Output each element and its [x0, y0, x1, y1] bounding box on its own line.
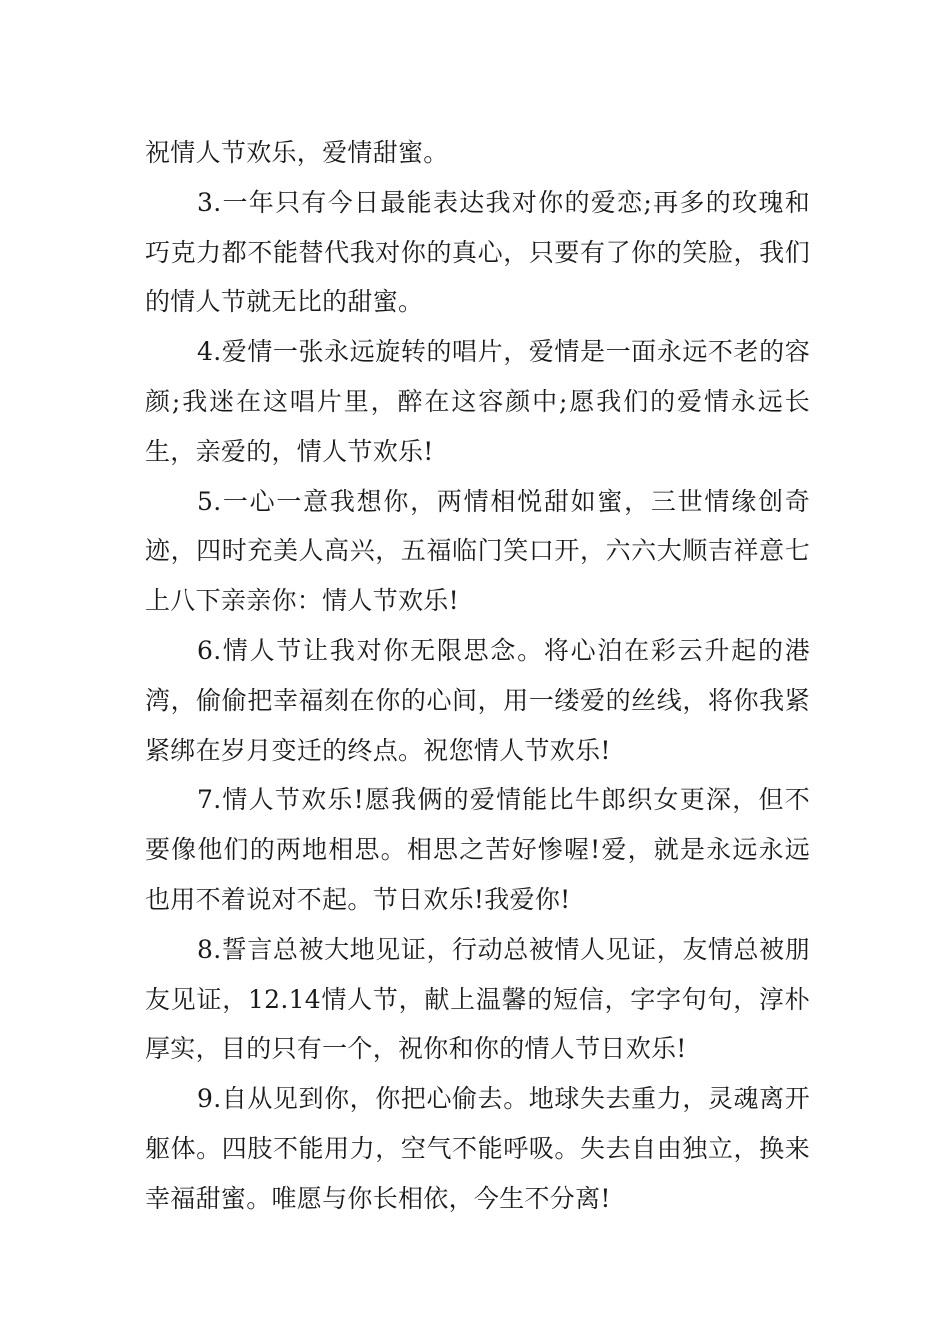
- paragraph-item-5: 5.一心一意我想你，两情相悦甜如蜜，三世情缘创奇迹，四时充美人高兴，五福临门笑口开，六六大顺吉祥意七上八下亲亲你：情人节欢乐!: [145, 486, 810, 616]
- paragraph-item-8: 8.誓言总被大地见证，行动总被情人见证，友情总被朋友见证，12.14情人节，献上温馨的短信，字字句句，淳朴厚实，目的只有一个，祝你和你的情人节日欢乐!: [145, 934, 810, 1064]
- paragraph-item-4: 4.爱情一张永远旋转的唱片，爱情是一面永远不老的容颜;我迷在这唱片里，醉在这容颜中;愿我们的爱情永远长生，亲爱的，情人节欢乐!: [145, 337, 810, 466]
- paragraph-continuation: 祝情人节欢乐，爱情甜蜜。: [145, 138, 449, 167]
- paragraph-item-6: 6.情人节让我对你无限思念。将心泊在彩云升起的港湾，偷偷把幸福刻在你的心间，用一缕爱的丝线，将你我紧紧绑在岁月变迁的终点。祝您情人节欢乐!: [145, 635, 810, 765]
- paragraph-item-3: 3.一年只有今日最能表达我对你的爱恋;再多的玫瑰和巧克力都不能替代我对你的真心，只要有了你的笑脸，我们的情人节就无比的甜蜜。: [145, 187, 810, 317]
- paragraph-item-7: 7.情人节欢乐!愿我俩的爱情能比牛郎织女更深，但不要像他们的两地相思。相思之苦好惨喔!爱，就是永远永远也用不着说对不起。节日欢乐!我爱你!: [145, 785, 810, 914]
- paragraph-item-9: 9.自从见到你，你把心偷去。地球失去重力，灵魂离开躯体。四肢不能用力，空气不能呼吸。失去自由独立，换来幸福甜蜜。唯愿与你长相依，今生不分离!: [145, 1084, 810, 1213]
- document-body: [145, 128, 810, 1224]
